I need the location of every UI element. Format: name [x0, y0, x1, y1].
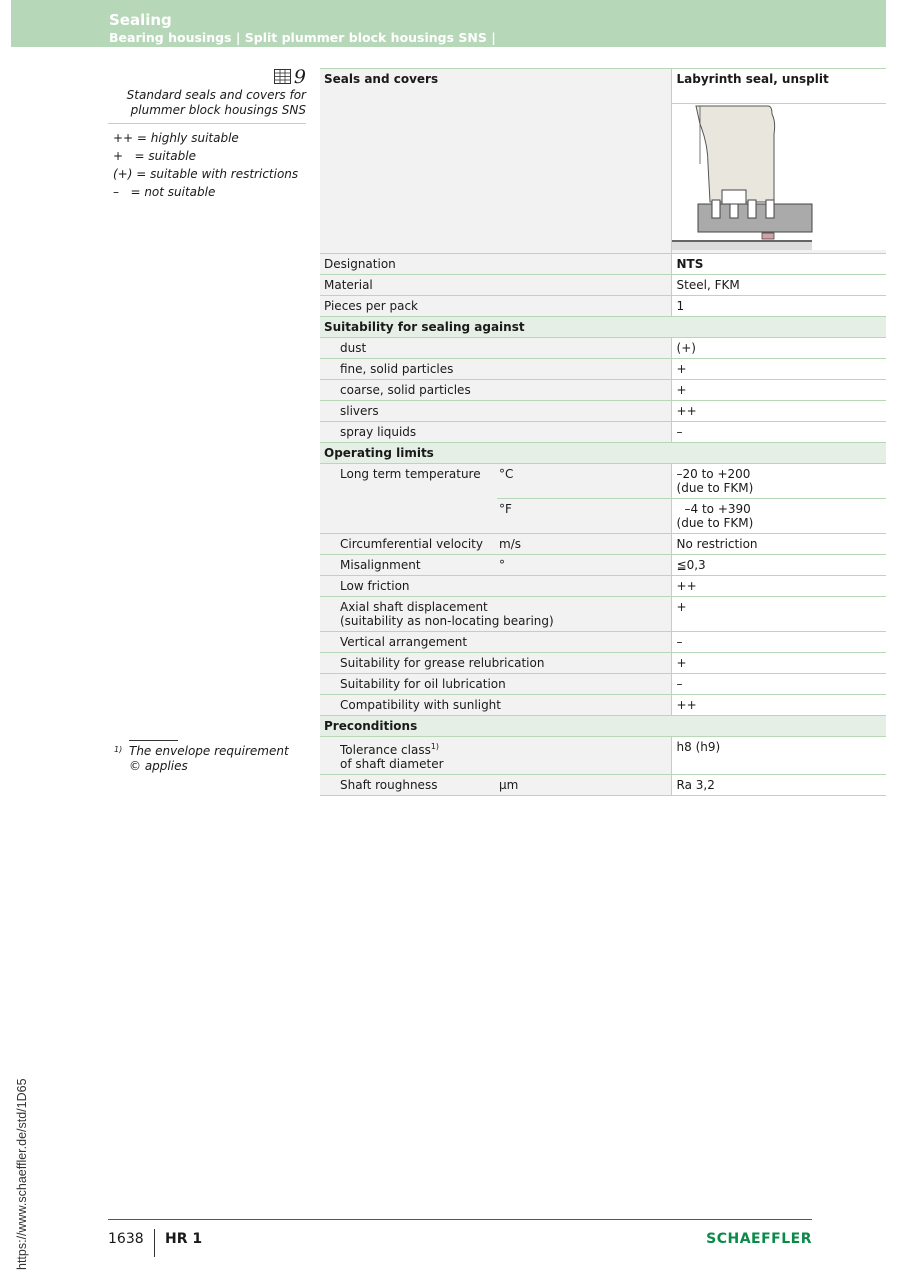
row-value: ++ — [671, 576, 886, 597]
row-label — [320, 737, 671, 775]
header-label: Seals and covers — [320, 69, 671, 254]
table-row — [320, 534, 886, 555]
table-row — [320, 275, 886, 296]
section-row — [320, 317, 886, 338]
table-row — [320, 632, 886, 653]
book-code: HR 1 — [165, 1231, 203, 1247]
row-unit: °C — [497, 464, 671, 499]
section-row — [320, 443, 886, 464]
table-row — [320, 555, 886, 576]
table-row — [320, 338, 886, 359]
section-heading: Suitability for sealing against — [320, 317, 886, 338]
legend-item: ++ = highly suitable — [113, 131, 239, 145]
seal-drawing-cell — [671, 104, 886, 254]
table-caption: Standard seals and covers for plummer block housings SNS — [108, 88, 306, 124]
legend-item: (+) = suitable with restrictions — [113, 167, 299, 181]
table-row — [320, 380, 886, 401]
row-value — [671, 464, 886, 499]
table-row — [320, 359, 886, 380]
header-breadcrumb: Bearing housings | Split plummer block housings SNS | — [109, 30, 496, 45]
row-label: Long term temperature — [320, 464, 497, 534]
row-label: Circumferential velocity — [320, 534, 497, 555]
table-reference — [108, 66, 306, 88]
footer-separator — [154, 1229, 155, 1257]
row-label: Low friction — [320, 576, 671, 597]
row-label: Misalignment — [320, 555, 497, 576]
row-label: fine, solid particles — [320, 359, 671, 380]
table-row — [320, 576, 886, 597]
row-value: – — [671, 674, 886, 695]
legend-item: – = not suitable — [113, 185, 216, 199]
row-value: + — [671, 380, 886, 401]
table-row — [320, 737, 886, 775]
legend-item: + = suitable — [113, 149, 196, 163]
row-label: coarse, solid particles — [320, 380, 671, 401]
row-label: Shaft roughness — [320, 775, 497, 796]
section-row — [320, 716, 886, 737]
table-header-row — [320, 69, 886, 104]
row-label: dust — [320, 338, 671, 359]
value-line: (due to FKM) — [676, 516, 754, 530]
row-value: + — [671, 653, 886, 674]
row-value: – — [671, 632, 886, 653]
row-value: ++ — [671, 401, 886, 422]
row-unit: µm — [497, 775, 671, 796]
row-value: (+) — [671, 338, 886, 359]
page-header — [11, 0, 886, 47]
row-value: ≦0,3 — [671, 555, 886, 576]
row-label: Suitability for oil lubrication — [320, 674, 671, 695]
section-heading: Preconditions — [320, 716, 886, 737]
label-line: Axial shaft displacement — [340, 600, 488, 614]
value-line: –4 to +390 — [684, 502, 751, 516]
footnote-text: The envelope requirement © applies — [129, 744, 289, 773]
side-url-link[interactable]: https://www.schaeffler.de/std/1D65 — [15, 1078, 29, 1270]
labyrinth-seal-drawing — [672, 104, 887, 250]
table-icon — [274, 69, 291, 84]
label-line: (suitability as non-locating bearing) — [340, 614, 554, 628]
row-value: Ra 3,2 — [671, 775, 886, 796]
table-number: 9 — [293, 66, 306, 88]
row-label: spray liquids — [320, 422, 671, 443]
row-label: Material — [320, 275, 671, 296]
row-value: + — [671, 359, 886, 380]
row-value — [671, 499, 886, 534]
footnote-marker: 1) — [114, 745, 123, 754]
row-unit: °F — [497, 499, 671, 534]
section-heading: Operating limits — [320, 443, 886, 464]
header-title: Sealing — [109, 11, 172, 29]
row-label: Pieces per pack — [320, 296, 671, 317]
seals-table — [320, 68, 886, 796]
table-row — [320, 464, 886, 499]
designation-value: NTS — [671, 254, 886, 275]
table-row — [320, 296, 886, 317]
row-value: + — [671, 597, 886, 632]
page-number: 1638 — [108, 1231, 144, 1247]
row-value: 1 — [671, 296, 886, 317]
footnote — [114, 744, 304, 773]
row-label: Compatibility with sunlight — [320, 695, 671, 716]
value-line: (due to FKM) — [676, 481, 754, 495]
value-line: –20 to +200 — [676, 467, 751, 481]
legend — [108, 129, 306, 201]
footnote-divider — [129, 740, 178, 741]
row-unit: m/s — [497, 534, 671, 555]
row-value: – — [671, 422, 886, 443]
label-line — [340, 740, 666, 757]
row-value: No restriction — [671, 534, 886, 555]
table-row — [320, 695, 886, 716]
table-row — [320, 254, 886, 275]
table-row — [320, 597, 886, 632]
table-row — [320, 775, 886, 796]
footer-divider — [108, 1219, 812, 1220]
row-value: h8 (h9) — [671, 737, 886, 775]
row-unit: ° — [497, 555, 671, 576]
sidebar — [108, 66, 306, 201]
table-row — [320, 401, 886, 422]
row-value: ++ — [671, 695, 886, 716]
row-label: Suitability for grease relubrication — [320, 653, 671, 674]
row-label: Designation — [320, 254, 671, 275]
table-row — [320, 653, 886, 674]
column-title: Labyrinth seal, unsplit — [671, 69, 886, 104]
row-label: slivers — [320, 401, 671, 422]
brand-logo: SCHAEFFLER — [706, 1231, 812, 1247]
row-value: Steel, FKM — [671, 275, 886, 296]
row-label: Vertical arrangement — [320, 632, 671, 653]
footnote-ref: 1) — [430, 742, 440, 751]
label-line: of shaft diameter — [340, 757, 444, 771]
row-label — [320, 597, 671, 632]
label-text: Tolerance class — [340, 743, 431, 757]
table-row — [320, 674, 886, 695]
table-row — [320, 422, 886, 443]
